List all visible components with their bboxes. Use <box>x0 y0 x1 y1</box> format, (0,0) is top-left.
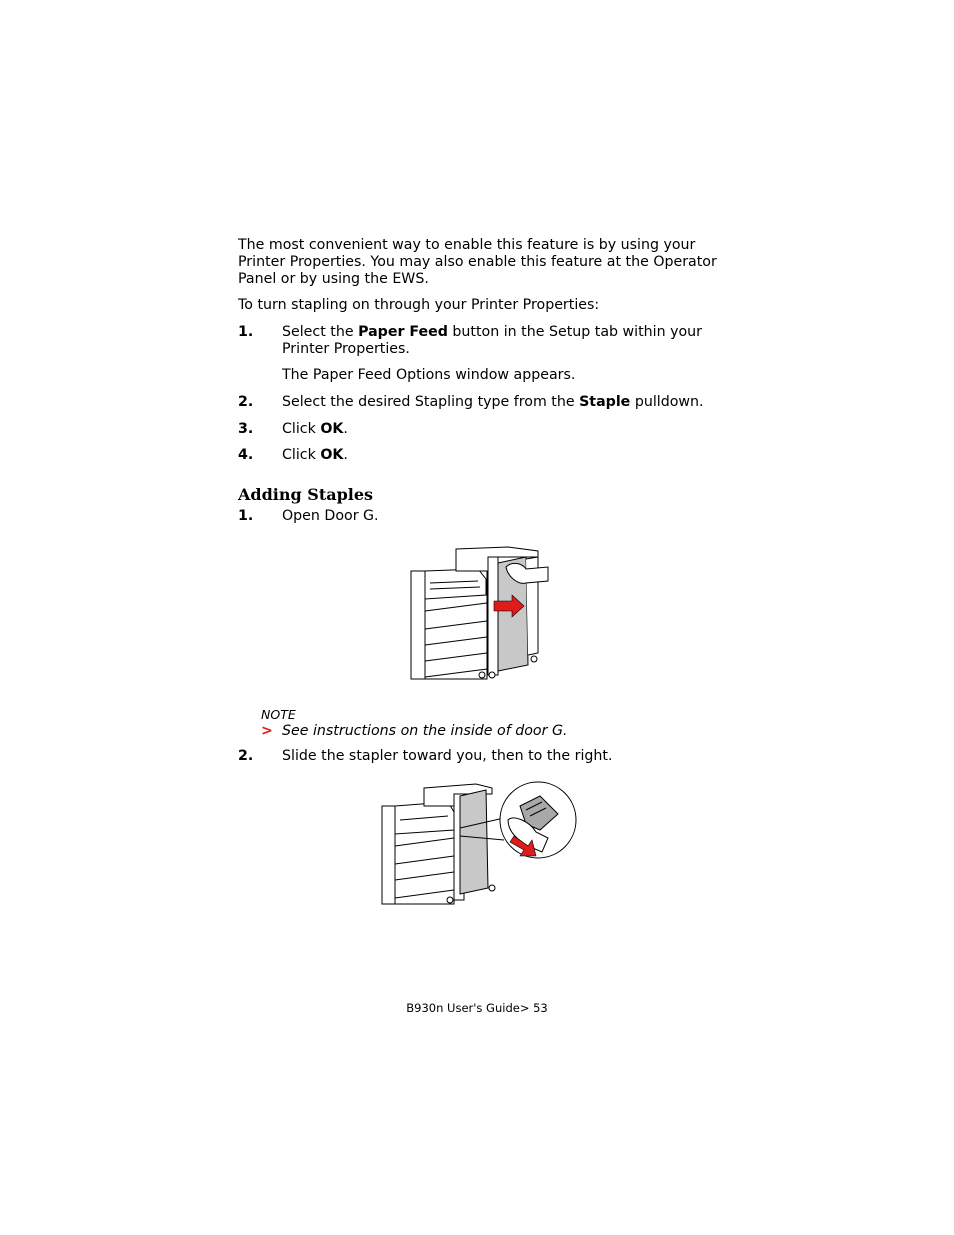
step-text: Slide the stapler toward you, then to the right. <box>282 748 613 764</box>
turn-on-instruction: To turn stapling on through your Printer Properties: <box>238 297 600 313</box>
step-number: 1. <box>238 508 254 524</box>
step-number: 2. <box>238 748 254 764</box>
intro-line-2: Printer Properties. You may also enable this feature at the Operator <box>238 254 717 270</box>
section-heading: Adding Staples <box>238 485 374 504</box>
step-text: Click OK. <box>282 447 348 463</box>
step-number: 1. <box>238 324 254 340</box>
step-number: 4. <box>238 447 254 463</box>
step-text: Select the Paper Feed button in the Setup tab within your <box>282 324 702 340</box>
printer-door-open-illustration <box>408 545 552 683</box>
note-label: NOTE <box>261 707 296 722</box>
note-text: See instructions on the inside of door G. <box>282 723 568 739</box>
page-footer: B930n User's Guide> 53 <box>406 1001 548 1015</box>
step-text-continued: Printer Properties. <box>282 341 410 357</box>
intro-line-3: Panel or by using the EWS. <box>238 271 429 287</box>
stapler-slide-illustration <box>380 780 580 908</box>
step-number: 2. <box>238 394 254 410</box>
step-result: The Paper Feed Options window appears. <box>282 367 576 383</box>
note-marker-icon: > <box>261 723 273 739</box>
step-text: Click OK. <box>282 421 348 437</box>
step-text: Select the desired Stapling type from the Staple pulldown. <box>282 394 704 410</box>
intro-line-1: The most convenient way to enable this feature is by using your <box>238 237 696 253</box>
step-number: 3. <box>238 421 254 437</box>
step-text: Open Door G. <box>282 508 379 524</box>
